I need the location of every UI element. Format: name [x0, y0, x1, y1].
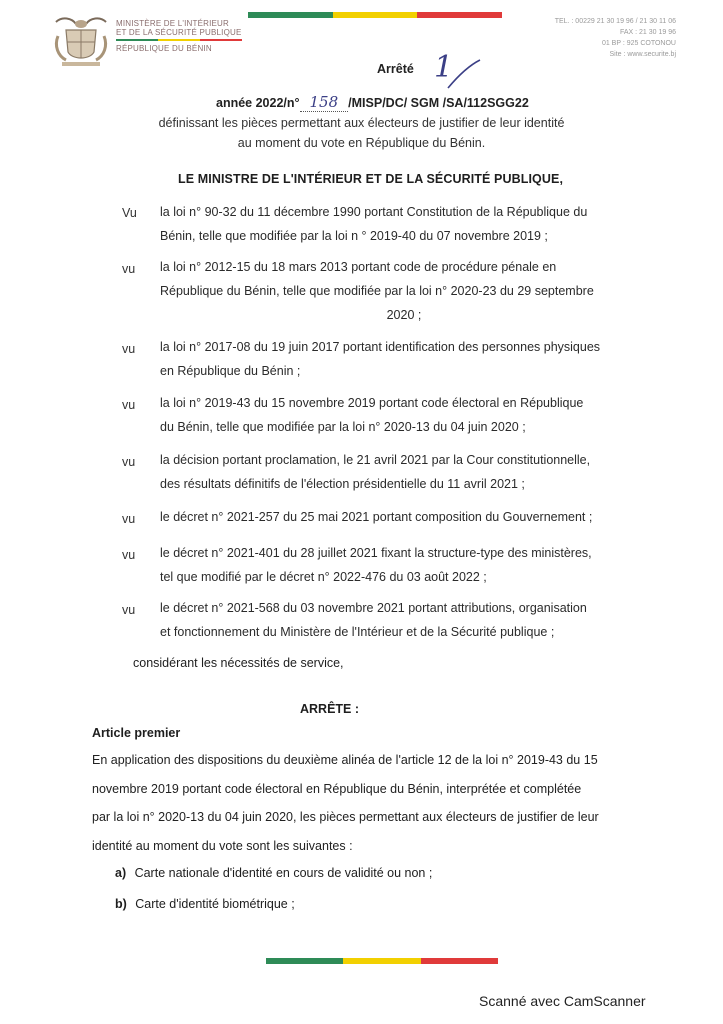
article-line-1: En application des dispositions du deuxième alinéa de l'article 12 de la loi n° 2019-43 du 15 — [92, 753, 598, 767]
article-line-4: identité au moment du vote sont les suivantes : — [92, 838, 353, 853]
visa-mark-4: vu — [122, 398, 136, 412]
signature-stroke — [444, 58, 484, 92]
handwritten-number-mark: 1 — [434, 50, 454, 85]
decree-number-handwritten: 158 — [300, 93, 349, 112]
visa-8 — [160, 596, 648, 644]
decree-number-prefix: année 2022/n° — [216, 96, 300, 110]
visa-3-line-1: la loi n° 2017-08 du 19 juin 2017 portant identification des personnes physiques — [160, 340, 601, 354]
visa-6-line-1: le décret n° 2021-257 du 25 mai 2021 portant composition du Gouvernement ; — [160, 510, 593, 524]
visa-8-line-1: le décret n° 2021-568 du 03 novembre 2021 portant attributions, organisation — [160, 601, 587, 615]
flag-stripe-green — [248, 12, 333, 18]
list-letter-a: a) — [115, 866, 127, 880]
decree-number-suffix: /MISP/DC/ SGM /SA/112SGG22 — [348, 96, 529, 110]
contact-block — [536, 16, 676, 60]
visa-1-line-2: Bénin, telle que modifiée par la loi n ° 2019-40 du 07 novembre 2019 ; — [160, 229, 548, 243]
arrete-label: Arrêté — [377, 62, 414, 76]
flag-stripe-yellow — [333, 12, 418, 18]
list-text-a: Carte nationale d'identité en cours de validité ou non ; — [134, 866, 433, 880]
flag-stripe-red — [417, 12, 502, 18]
list-item-b — [115, 895, 295, 913]
contact-fax: FAX : 21 30 19 96 — [619, 29, 676, 36]
arrete-heading: ARRÊTE : — [300, 702, 360, 716]
visa-8-line-2: et fonctionnement du Ministère de l'Intérieur et de la Sécurité publique ; — [160, 625, 555, 639]
visa-mark-2: vu — [122, 262, 136, 276]
article-line-3: par la loi n° 2020-13 du 04 juin 2020, les pièces permettant aux électeurs de justifier de leur — [92, 810, 599, 824]
minister-heading: LE MINISTRE DE L'INTÉRIEUR ET DE LA SÉCURITÉ PUBLIQUE, — [178, 172, 564, 186]
visa-4-line-2: du Bénin, telle que modifiée par la loi n° 2020-13 du 04 juin 2020 ; — [160, 420, 526, 434]
visa-7-line-2: tel que modifié par le décret n° 2022-476 du 03 août 2022 ; — [160, 570, 487, 584]
decree-number — [216, 93, 529, 111]
coat-of-arms-icon — [50, 14, 112, 72]
flag-bar-top — [248, 12, 502, 18]
list-item-a — [115, 864, 432, 882]
flag-stripe-red — [421, 958, 498, 964]
visa-mark-8: vu — [122, 603, 136, 617]
flag-stripe-yellow — [158, 39, 200, 41]
considering-text: considérant les nécessités de service, — [133, 656, 344, 670]
visa-5-line-2: des résultats définitifs de l'élection présidentielle du 11 avril 2021 ; — [160, 477, 525, 491]
visa-mark-1: Vu — [122, 206, 137, 220]
article-title: Article premier — [92, 726, 181, 740]
article-body — [92, 746, 652, 860]
visa-3-line-2: en République du Bénin ; — [160, 364, 301, 378]
camscanner-watermark: Scanné avec CamScanner — [479, 993, 646, 1009]
flag-stripe-yellow — [343, 958, 420, 964]
visa-3 — [160, 335, 648, 383]
subtitle-line-1: définissant les pièces permettant aux électeurs de justifier de leur identité — [158, 116, 565, 130]
visa-6 — [160, 505, 648, 529]
ministry-flag-line — [116, 39, 242, 41]
visa-4 — [160, 391, 648, 439]
contact-website: Site : www.securite.bj — [609, 51, 676, 58]
visa-mark-6: vu — [122, 512, 136, 526]
article-line-2: novembre 2019 portant code électoral en République du Bénin, interprétée et complétée — [92, 781, 582, 796]
visa-7 — [160, 541, 648, 589]
ministry-line-2: ET DE LA SÉCURITÉ PUBLIQUE — [116, 28, 242, 37]
visa-mark-3: vu — [122, 342, 136, 356]
visa-mark-7: vu — [122, 548, 136, 562]
list-text-b: Carte d'identité biométrique ; — [135, 897, 295, 911]
visa-2-line-3: 2020 ; — [386, 308, 422, 322]
visa-2-line-2: République du Bénin, telle que modifiée par la loi n° 2020-23 du 29 septembre — [160, 284, 594, 298]
list-letter-b: b) — [115, 897, 127, 911]
flag-stripe-green — [266, 958, 343, 964]
visa-4-line-1: la loi n° 2019-43 du 15 novembre 2019 portant code électoral en République — [160, 396, 584, 410]
contact-phone: TEL. : 00229 21 30 19 96 / 21 30 11 06 — [554, 18, 676, 25]
flag-bar-bottom — [266, 958, 498, 964]
visa-2-line-1: la loi n° 2012-15 du 18 mars 2013 portant code de procédure pénale en — [160, 260, 557, 274]
visa-2 — [160, 255, 648, 327]
flag-stripe-red — [200, 39, 242, 41]
contact-address: 01 BP : 925 COTONOU — [601, 40, 676, 47]
visa-5 — [160, 448, 648, 496]
ministry-line-3: RÉPUBLIQUE DU BÉNIN — [116, 44, 212, 53]
visa-1 — [160, 200, 648, 248]
visa-5-line-1: la décision portant proclamation, le 21 avril 2021 par la Cour constitutionnelle, — [160, 453, 591, 467]
ministry-header — [116, 19, 242, 53]
decree-subtitle — [0, 113, 723, 153]
flag-stripe-green — [116, 39, 158, 41]
subtitle-line-2: au moment du vote en République du Bénin. — [237, 136, 486, 150]
ministry-line-1: MINISTÈRE DE L'INTÉRIEUR — [116, 19, 230, 28]
visa-7-line-1: le décret n° 2021-401 du 28 juillet 2021 fixant la structure-type des ministères, — [160, 546, 592, 560]
visa-1-line-1: la loi n° 90-32 du 11 décembre 1990 portant Constitution de la République du — [160, 205, 588, 219]
visa-mark-5: vu — [122, 455, 136, 469]
